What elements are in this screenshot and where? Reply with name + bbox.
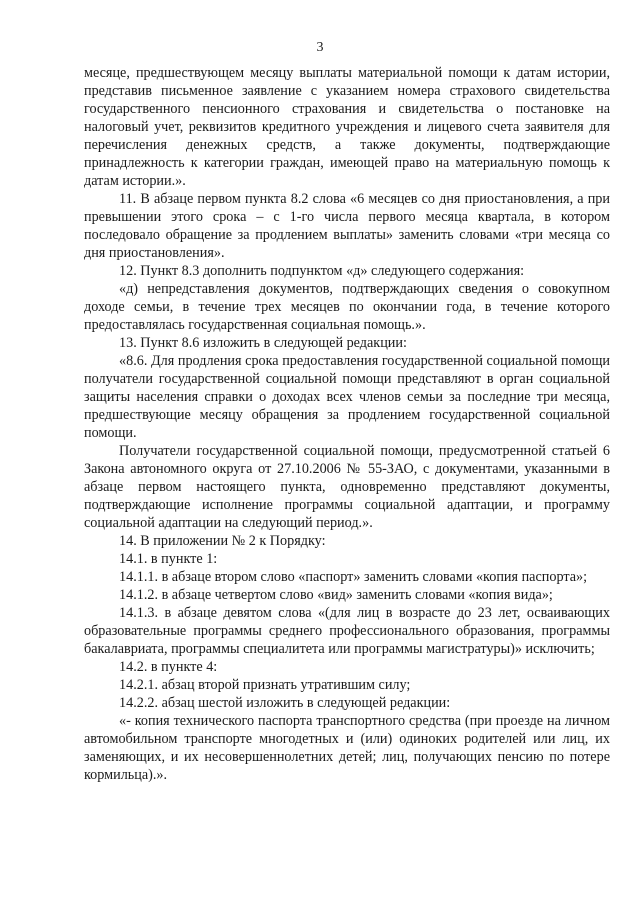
paragraph: 14.2.2. абзац шестой изложить в следующей редакции: bbox=[119, 695, 451, 711]
paragraph: 14.2.1. абзац второй признать утратившим силу; bbox=[119, 677, 411, 693]
paragraph: месяце, предшествующем месяцу выплаты материальной помощи к датам истории, представив письменное заявление с указанием номера страхового свидетельства государственного пенсионного страхования и свидетельства о постановке на налоговый учет, реквизитов кредитного учреждения и лицевого счета заявителя для перечисления денежных средств, а также документы, подтверждающие принадлежность к категории граждан, имеющей право на материальную помощь к датам истории.». bbox=[84, 65, 610, 189]
document-body bbox=[84, 64, 610, 784]
paragraph: 14.1.2. в абзаце четвертом слово «вид» заменить словами «копия вида»; bbox=[119, 587, 553, 603]
paragraph: «д) непредставления документов, подтверждающих сведения о совокупном доходе семьи, в течение трех месяцев по окончании года, в течение которого предоставлялась государственная социальная помощь.». bbox=[84, 281, 610, 333]
paragraph: 14.2. в пункте 4: bbox=[119, 659, 218, 675]
paragraph: 11. В абзаце первом пункта 8.2 слова «6 месяцев со дня приостановления, а при превышении этого срока – с 1-го числа первого месяца квартала, в котором последовало обращение за продлением выплаты» заменить словами «три месяца со дня приостановления». bbox=[84, 191, 610, 261]
paragraph: 14.1.3. в абзаце девятом слова «(для лиц в возрасте до 23 лет, осваивающих образовательные программы среднего профессионального образования, программы бакалавриата, программы специалитета или программы магистратуры)» исключить; bbox=[84, 605, 610, 657]
paragraph: «- копия технического паспорта транспортного средства (при проезде на личном автомобильном транспорте многодетных и (или) одиноких родителей или лиц, их заменяющих, и их несовершеннолетних детей; лиц, получающих пенсию по потере кормильца).». bbox=[84, 713, 610, 783]
paragraph: 13. Пункт 8.6 изложить в следующей редакции: bbox=[119, 335, 407, 351]
page-number: 3 bbox=[316, 40, 324, 55]
paragraph: 14.1. в пункте 1: bbox=[119, 551, 218, 567]
paragraph: «8.6. Для продления срока предоставления государственной социальной помощи получатели государственной социальной помощи представляют в орган социальной защиты населения справки о доходах всех членов семьи за последние три месяца, предшествующие месяцу обращения за продлением государственной социальной помощи. bbox=[84, 353, 610, 441]
paragraph: 12. Пункт 8.3 дополнить подпунктом «д» следующего содержания: bbox=[119, 263, 525, 279]
paragraph: 14. В приложении № 2 к Порядку: bbox=[119, 533, 326, 549]
paragraph: Получатели государственной социальной помощи, предусмотренной статьей 6 Закона автономного округа от 27.10.2006 № 55-ЗАО, с документами, указанными в абзаце первом настоящего пункта, одновременно представляют документы, подтверждающие исполнение программы социальной адаптации, и программу социальной адаптации на следующий период.». bbox=[84, 443, 610, 531]
paragraph: 14.1.1. в абзаце втором слово «паспорт» заменить словами «копия паспорта»; bbox=[119, 569, 588, 585]
